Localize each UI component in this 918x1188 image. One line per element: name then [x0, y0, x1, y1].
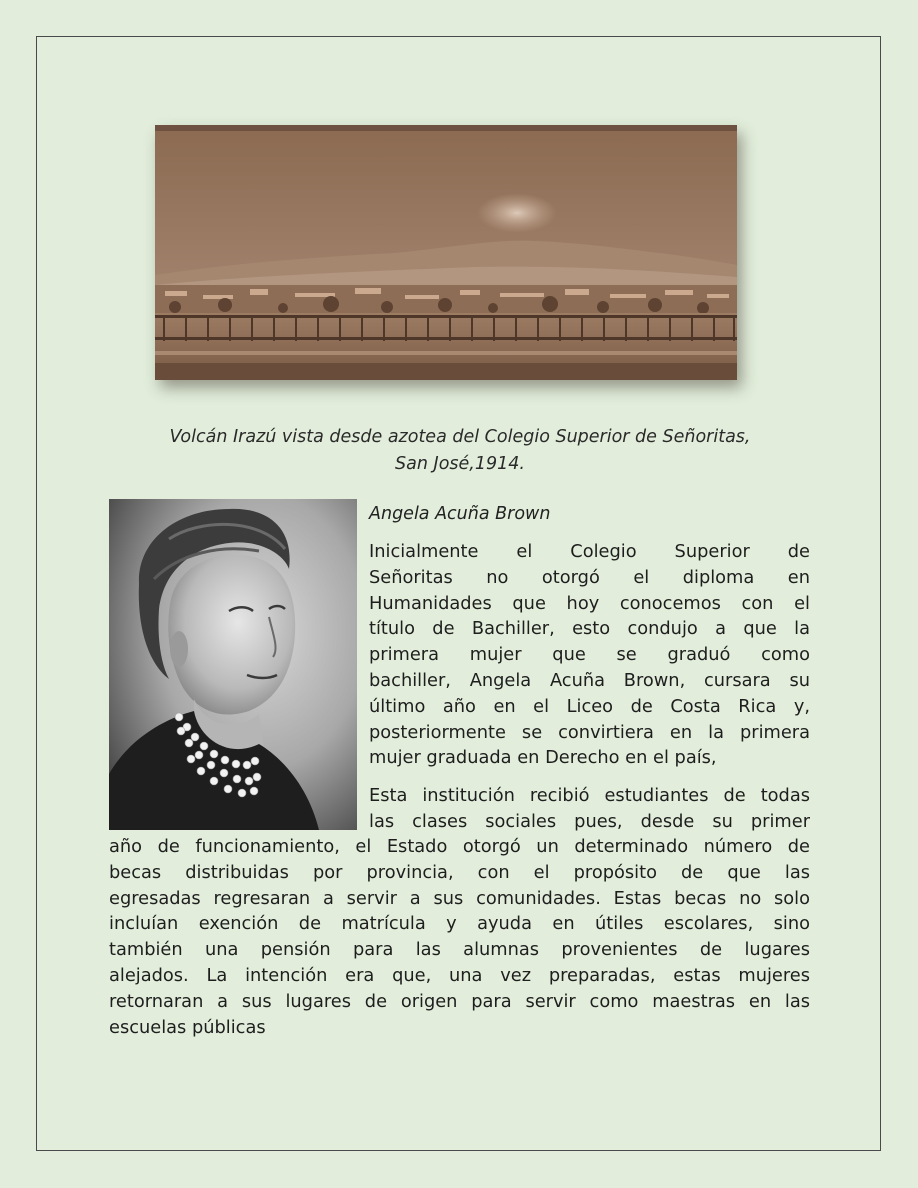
paragraph-2-line: becas distribuidas por provincia, con el propósito de que las [109, 861, 810, 883]
paragraph-1-line: bachiller, Angela Acuña Brown, cursara su [369, 669, 810, 691]
paragraph-1 [369, 539, 810, 771]
paragraph-2-line: las clases sociales pues, desde su primer [369, 810, 810, 832]
paragraph-1-line: título de Bachiller, esto condujo a que la [369, 618, 810, 640]
paragraph-1-line: Inicialmente el Colegio Superior de [369, 541, 810, 562]
paragraph-2-continued [109, 834, 810, 1040]
caption-line-1: Volcán Irazú vista desde azotea del Colegio Superior de Señoritas, [169, 427, 751, 447]
portrait-photo [109, 499, 357, 830]
irazu-volcano-photo [155, 125, 737, 380]
paragraph-2-line: incluían exención de matrícula y ayuda en útiles escolares, sino [109, 913, 810, 935]
paragraph-1-line: último año en el Liceo de Costa Rica y, [369, 695, 810, 717]
photo-caption [60, 424, 860, 478]
paragraph-2-start [369, 783, 810, 835]
portrait-name: Angela Acuña Brown [369, 504, 551, 524]
paragraph-2-line: retornaran a sus lugares de origen para servir como maestras en las [109, 990, 810, 1012]
paragraph-1-line: primera mujer que se graduó como [369, 644, 810, 666]
paragraph-2-line: egresadas regresaran a servir a sus comunidades. Estas becas no solo [109, 887, 810, 909]
paragraph-2-line: año de funcionamiento, el Estado otorgó un determinado número de [109, 836, 810, 857]
paragraph-1-line: Señoritas no otorgó el diploma en [369, 566, 810, 588]
paragraph-1-line: Humanidades que hoy conocemos con el [369, 592, 810, 614]
paragraph-2-line: alejados. La intención era que, una vez preparadas, estas mujeres [109, 964, 810, 986]
paragraph-2-line: también una pensión para las alumnas provenientes de lugares [109, 939, 810, 961]
paragraph-1-line: mujer graduada en Derecho en el país, [369, 747, 717, 769]
paragraph-1-line: posteriormente se convirtiera en la primera [369, 721, 810, 743]
caption-line-2: San José,1914. [395, 454, 525, 474]
paragraph-2-line: escuelas públicas [109, 1016, 266, 1038]
paragraph-2-line: Esta institución recibió estudiantes de todas [369, 785, 810, 806]
